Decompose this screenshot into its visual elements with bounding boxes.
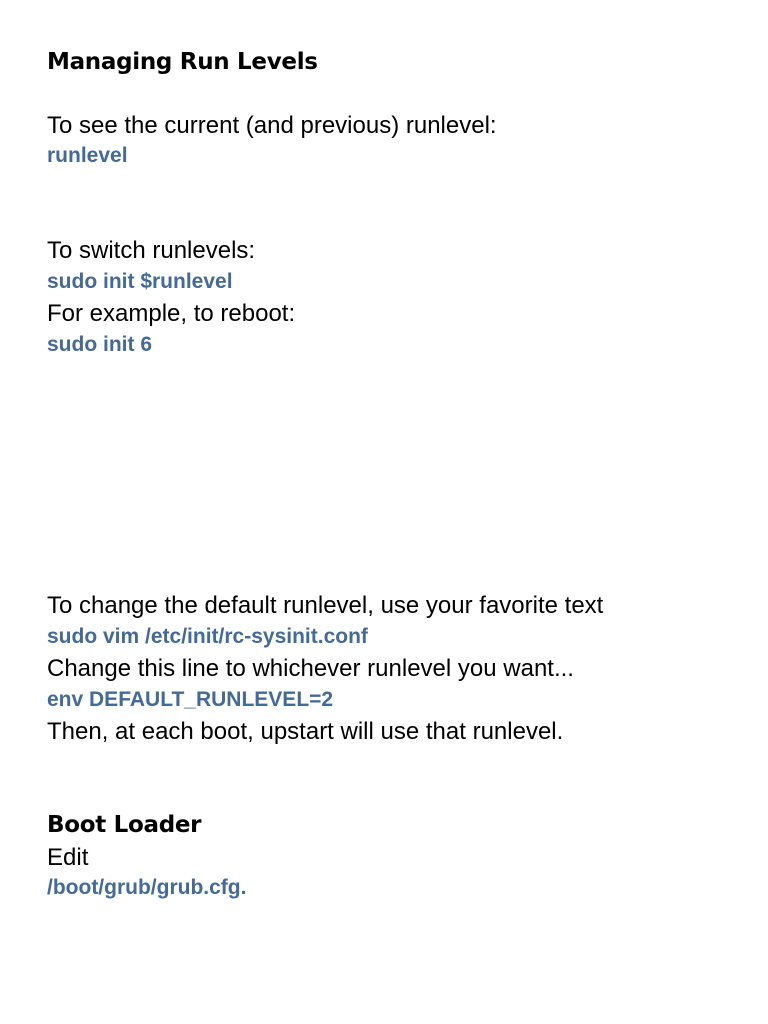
heading-managing-run-levels: Managing Run Levels [47,49,318,75]
change-default-runlevel-text: To change the default runlevel, use your favorite text [47,592,604,619]
change-line-text: Change this line to whichever runlevel you want... [47,655,574,682]
sudo-init-runlevel-command: sudo init $runlevel [47,270,233,293]
upstart-runlevel-text: Then, at each boot, upstart will use that runlevel. [47,718,564,745]
runlevel-command: runlevel [47,144,128,167]
heading-boot-loader: Boot Loader [47,812,202,838]
sudo-vim-rc-sysinit-command: sudo vim /etc/init/rc-sysinit.conf [47,625,368,648]
switch-runlevels-text: To switch runlevels: [47,237,256,264]
reboot-example-text: For example, to reboot: [47,300,296,327]
edit-text: Edit [47,844,89,871]
grub-cfg-path: /boot/grub/grub.cfg. [47,876,247,899]
see-current-runlevel-text: To see the current (and previous) runlevel: [47,112,497,139]
env-default-runlevel-command: env DEFAULT_RUNLEVEL=2 [47,688,334,711]
sudo-init-6-command: sudo init 6 [47,333,152,356]
